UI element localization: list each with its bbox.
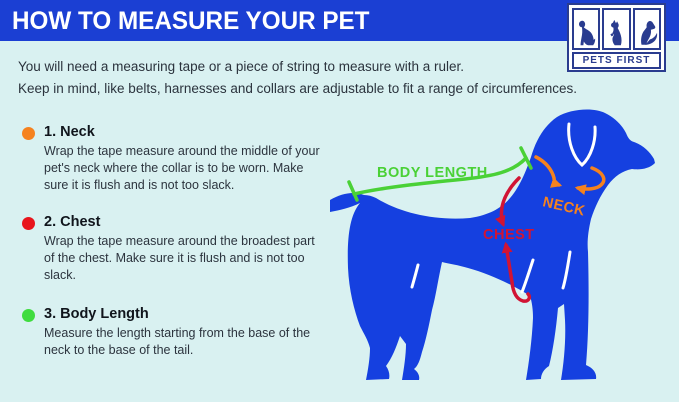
intro-line-1: You will need a measuring tape or a piece of string to measure with a ruler.: [18, 59, 465, 74]
section-neck: [22, 124, 322, 195]
pets-first-wordmark: PETS FIRST: [572, 52, 661, 69]
body-length-right-tick: [521, 148, 531, 168]
brand-logo: [567, 3, 666, 72]
logo-dog-frames: [572, 8, 661, 50]
sitting-dog-icon: [572, 8, 600, 50]
section-chest-body: Wrap the tape measure around the broadest part of the chest. Make sure it is flush and is not too slack.: [44, 234, 315, 283]
body-length-bullet-dot: [22, 309, 35, 322]
section-body-length: [22, 306, 322, 359]
howling-dog-icon: [633, 8, 661, 50]
section-body-length-title: 3. Body Length: [44, 306, 149, 322]
section-body-length-body: Measure the length starting from the base of the neck to the base of the tail.: [44, 326, 311, 358]
intro-line-2: Keep in mind, like belts, harnesses and collars are adjustable to fit a range of circumferences.: [18, 80, 578, 96]
page-title: HOW TO MEASURE YOUR PET: [12, 7, 370, 35]
section-chest: [22, 214, 322, 285]
body-length-label: BODY LENGTH: [377, 165, 488, 181]
begging-dog-icon: [602, 8, 630, 50]
dog-measurement-diagram: [330, 100, 679, 402]
section-neck-body: Wrap the tape measure around the middle of your pet's neck where the collar is to be worn. Make sure it is flush and is not too slack.: [44, 144, 320, 193]
neck-bullet-dot: [22, 127, 35, 140]
intro-text: [18, 56, 578, 99]
dog-silhouette: [330, 110, 655, 380]
chest-bullet-dot: [22, 217, 35, 230]
chest-label: CHEST: [483, 227, 535, 243]
neck-label: NECK: [541, 194, 587, 220]
section-neck-title: 1. Neck: [44, 124, 95, 140]
section-chest-title: 2. Chest: [44, 214, 101, 230]
